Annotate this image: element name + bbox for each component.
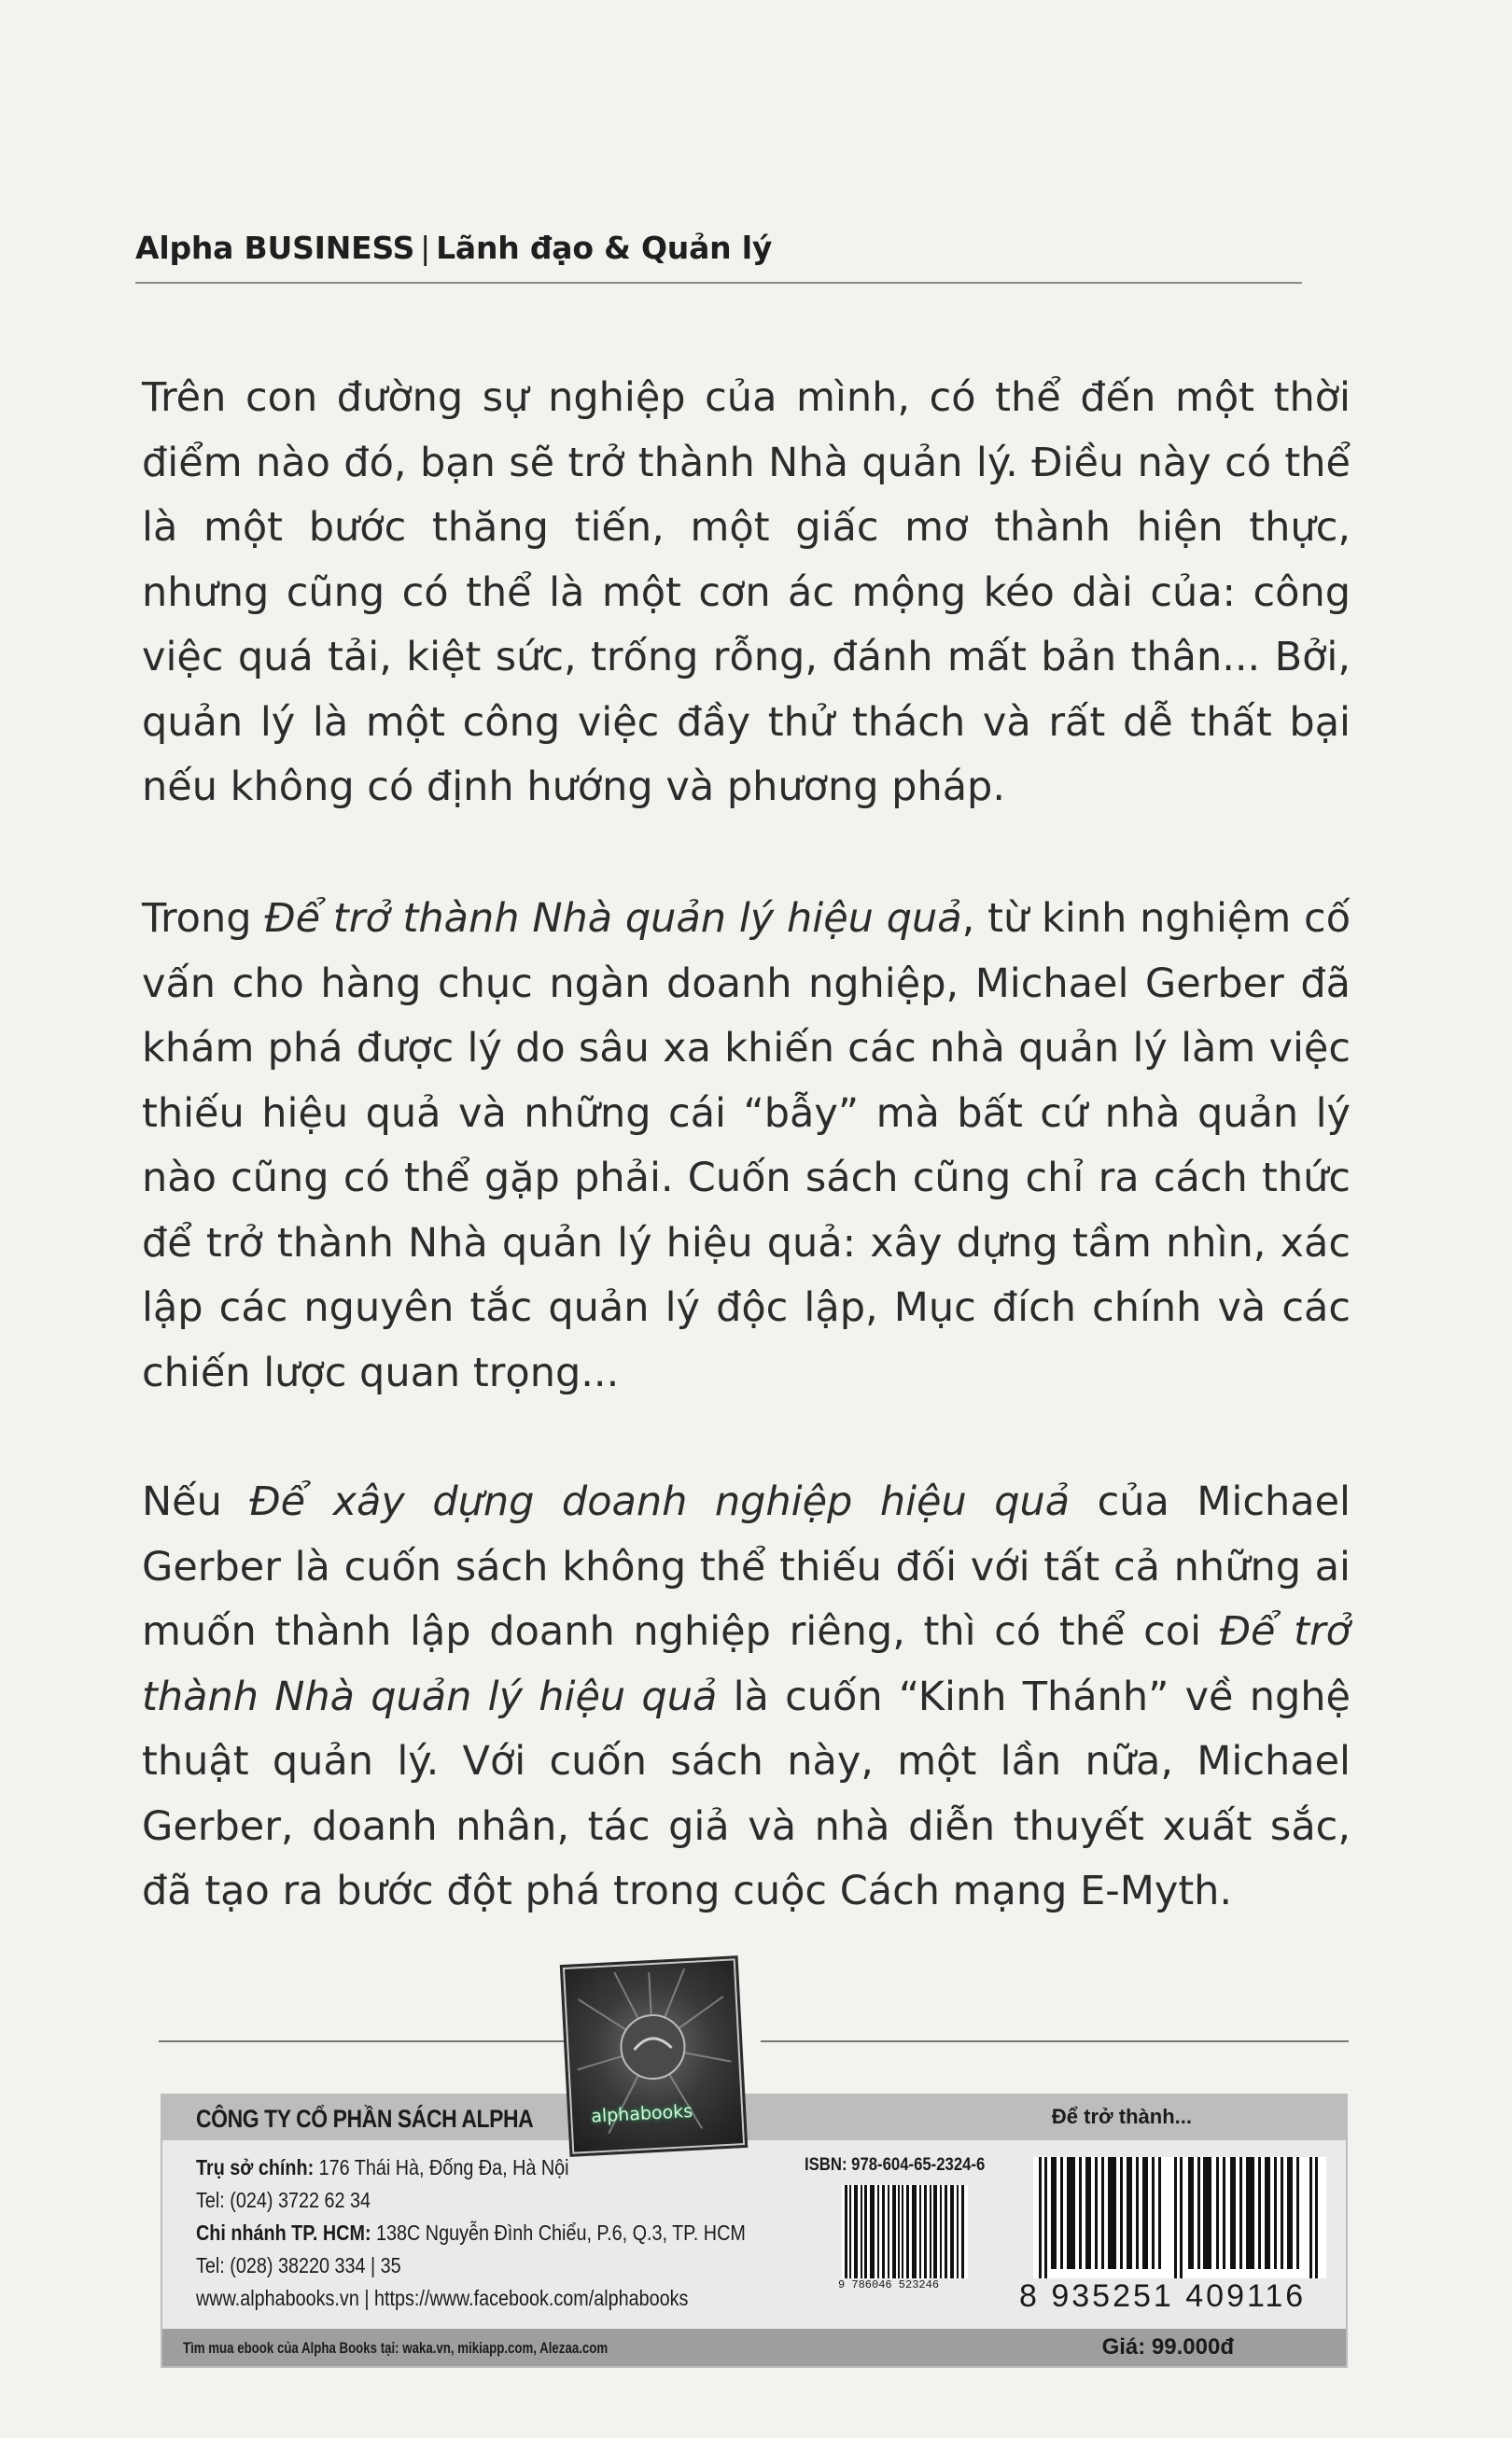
series-category: Lãnh đạo & Quản lý (436, 230, 773, 266)
branch-tel: Tel: (028) 38220 334 | 35 (196, 2253, 401, 2277)
series-header (135, 230, 772, 266)
logo-wordmark: alphabooks (590, 2100, 693, 2127)
short-book-title: Để trở thành... (1051, 2105, 1192, 2128)
header-separator: | (420, 230, 431, 266)
p2-text-a: Trong (142, 895, 265, 942)
ean-barcode (1033, 2157, 1326, 2278)
publisher-panel (161, 2094, 1348, 2368)
p3-book-title-1: Để xây dựng doanh nghiệp hiệu quả (249, 1478, 1071, 1525)
series-name: Alpha BUSINESS (135, 230, 415, 266)
footer-divider-right (761, 2040, 1349, 2042)
isbn-barcode (842, 2185, 968, 2278)
web-links: www.alphabooks.vn | https://www.facebook.com/alphabooks (196, 2286, 689, 2310)
paragraph-2 (142, 887, 1351, 1406)
logo-emblem-icon (563, 1958, 745, 2153)
publisher-company: CÔNG TY CỔ PHẦN SÁCH ALPHA (196, 2105, 534, 2133)
alphabooks-logo (560, 1955, 749, 2157)
p2-text-b: , từ kinh nghiệm cố vấn cho hàng chục ngàn doanh nghiệp, Michael Gerber đã khám phá được lý do sâu xa khiến các nhà quản lý làm việc thiếu hiệu quả và những cái “bẫy” mà bất cứ nhà quản lý nào cũng có thể gặp phải. Cuốn sách cũng chỉ ra cách thức để trở thành Nhà quản lý hiệu quả: xây dựng tầm nhìn, xác lập các nguyên tắc quản lý độc lập, Mục đích chính và các chiến lược quan trọng... (142, 895, 1351, 1396)
p3-text-c: là cuốn “Kinh Thánh” về nghệ thuật quản lý. Với cuốn sách này, một lần nữa, Michael Gerber, doanh nhân, tác giả và nhà diễn thuyết xuất sắc, đã tạo ra bước đột phá trong cuộc Cách mạng E-Myth. (142, 1673, 1351, 1914)
hq-tel: Tel: (024) 3722 62 34 (196, 2188, 371, 2212)
isbn-barcode-number: 9 786046 523246 (838, 2278, 940, 2291)
branch-label: Chi nhánh TP. HCM: (196, 2221, 371, 2245)
branch-address-text: 138C Nguyễn Đình Chiểu, P.6, Q.3, TP. HCM (371, 2221, 746, 2245)
paragraph-1: Trên con đường sự nghiệp của mình, có thể đến một thời điểm nào đó, bạn sẽ trở thành Nhà quản lý. Điều này có thể là một bước thăng tiến, một giấc mơ thành hiện thực, nhưng cũng có thể là một cơn ác mộng kéo dài của: công việc quá tải, kiệt sức, trống rỗng, đánh mất bản thân... Bởi, quản lý là một công việc đầy thử thách và rất dễ thất bại nếu không có định hướng và phương pháp. (142, 374, 1351, 810)
price: Giá: 99.000đ (1101, 2334, 1234, 2360)
ebook-stores: Tìm mua ebook của Alpha Books tại: waka.vn, mikiapp.com, Alezaa.com (183, 2339, 609, 2357)
hq-label: Trụ sở chính: (196, 2155, 315, 2179)
paragraph-3 (142, 1470, 1351, 1925)
p3-text-b: của Michael Gerber là cuốn sách không thể thiếu đối với tất cả những ai muốn thành lập doanh nghiệp riêng, thì có thể coi (142, 1478, 1351, 1655)
ean-barcode-number: 8 935251 409116 (1019, 2278, 1307, 2314)
hq-address (196, 2155, 569, 2180)
isbn-text: ISBN: 978-604-65-2324-6 (805, 2155, 986, 2175)
p3-text-a: Nếu (142, 1478, 250, 1525)
header-divider (135, 282, 1302, 284)
hq-address-text: 176 Thái Hà, Đống Đa, Hà Nội (314, 2155, 569, 2179)
branch-address (196, 2221, 746, 2246)
p3-book-title-2: Để trở thành Nhà quản lý hiệu quả (142, 1608, 1351, 1720)
footer-divider-left (159, 2040, 569, 2042)
p2-book-title: Để trở thành Nhà quản lý hiệu quả (264, 895, 962, 942)
